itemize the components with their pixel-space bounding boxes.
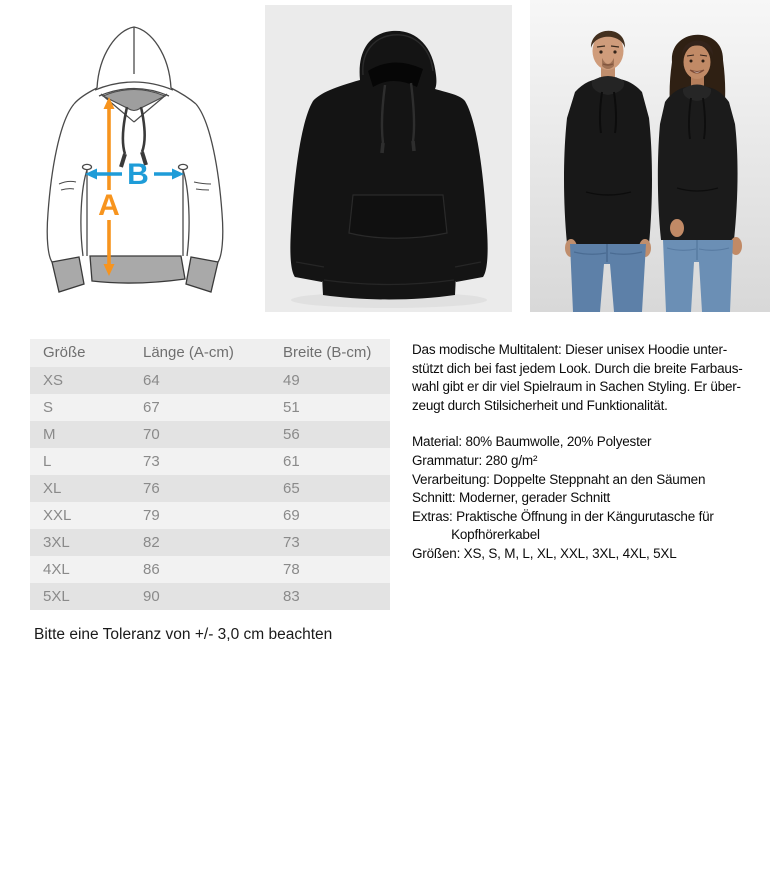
cell-width: 73	[283, 534, 300, 551]
cell-length: 67	[143, 399, 160, 416]
cell-size: XS	[43, 372, 64, 389]
header-length: Länge (A-cm)	[143, 344, 234, 361]
cell-length: 64	[143, 372, 160, 389]
tolerance-note: Bitte eine Toleranz von +/- 3,0 cm beachten	[34, 626, 333, 643]
cell-size: XXL	[43, 507, 72, 524]
measure-arrow-a	[98, 97, 120, 276]
cell-length: 86	[143, 561, 160, 578]
cell-width: 78	[283, 561, 300, 578]
spec-line-verarbeitung: Verarbeitung: Doppelte Steppnaht an den Säumen	[412, 471, 706, 487]
label-a: A	[98, 189, 120, 222]
description-line: wahl gibt er dir viel Spielraum in Sachen Styling. Er über-	[412, 379, 741, 395]
table-row	[30, 394, 390, 421]
size-table-header	[30, 339, 390, 367]
cell-width: 69	[283, 507, 300, 524]
cell-size: XL	[43, 480, 62, 497]
cell-length: 79	[143, 507, 160, 524]
black-hoodie-image	[265, 5, 512, 312]
header-size: Größe	[43, 344, 86, 361]
hoodie-line-drawing-icon	[35, 10, 235, 298]
kangaroo-pocket	[349, 195, 447, 238]
table-row	[30, 421, 390, 448]
description-intro	[412, 341, 774, 415]
cell-size: 4XL	[43, 561, 70, 578]
size-table	[30, 339, 390, 610]
spec-line-grammatur: Grammatur: 280 g/m²	[412, 452, 538, 468]
cell-width: 49	[283, 372, 300, 389]
measure-arrow-b	[85, 158, 184, 191]
cell-size: 3XL	[43, 534, 70, 551]
cell-size: 5XL	[43, 588, 70, 605]
cell-length: 76	[143, 480, 160, 497]
description-specs	[412, 433, 774, 563]
table-row	[30, 556, 390, 583]
table-row	[30, 475, 390, 502]
cell-size: L	[43, 453, 52, 470]
models-photo	[530, 0, 770, 312]
cuffs-and-hem	[52, 256, 218, 292]
table-row	[30, 367, 390, 394]
cell-length: 70	[143, 426, 160, 443]
table-row	[30, 529, 390, 556]
cell-width: 56	[283, 426, 300, 443]
spec-line-material: Material: 80% Baumwolle, 20% Polyester	[412, 434, 652, 450]
cell-width: 61	[283, 453, 300, 470]
cell-width: 51	[283, 399, 300, 416]
table-row	[30, 502, 390, 529]
spec-line-extras-cont: Kopfhörerkabel	[412, 527, 540, 543]
cell-size: M	[43, 426, 56, 443]
product-photo-black-hoodie	[265, 5, 512, 312]
cell-length: 82	[143, 534, 160, 551]
hoodie-measurement-diagram	[35, 10, 235, 298]
description-line: stützt dich bei fast jedem Look. Durch die breite Farbaus-	[412, 360, 743, 376]
description-line: zeugt durch Stilsicherheit und Funktionalität.	[412, 397, 668, 413]
label-b: B	[127, 158, 149, 191]
cell-width: 83	[283, 588, 300, 605]
cell-size: S	[43, 399, 54, 416]
cell-length: 73	[143, 453, 160, 470]
product-description	[412, 341, 774, 564]
cell-width: 65	[283, 480, 300, 497]
hood-outline	[95, 27, 173, 96]
table-row	[30, 583, 390, 610]
models-image	[530, 0, 770, 312]
header-width: Breite (B-cm)	[283, 344, 372, 361]
spec-line-extras: Extras: Praktische Öffnung in der Kängurutasche für	[412, 508, 714, 524]
table-row	[30, 448, 390, 475]
spec-line-groessen: Größen: XS, S, M, L, XL, XXL, 3XL, 4XL, 5XL	[412, 545, 677, 561]
cell-length: 90	[143, 588, 160, 605]
spec-line-schnitt: Schnitt: Moderner, gerader Schnitt	[412, 490, 611, 506]
description-line: Das modische Multitalent: Dieser unisex Hoodie unter-	[412, 342, 728, 357]
